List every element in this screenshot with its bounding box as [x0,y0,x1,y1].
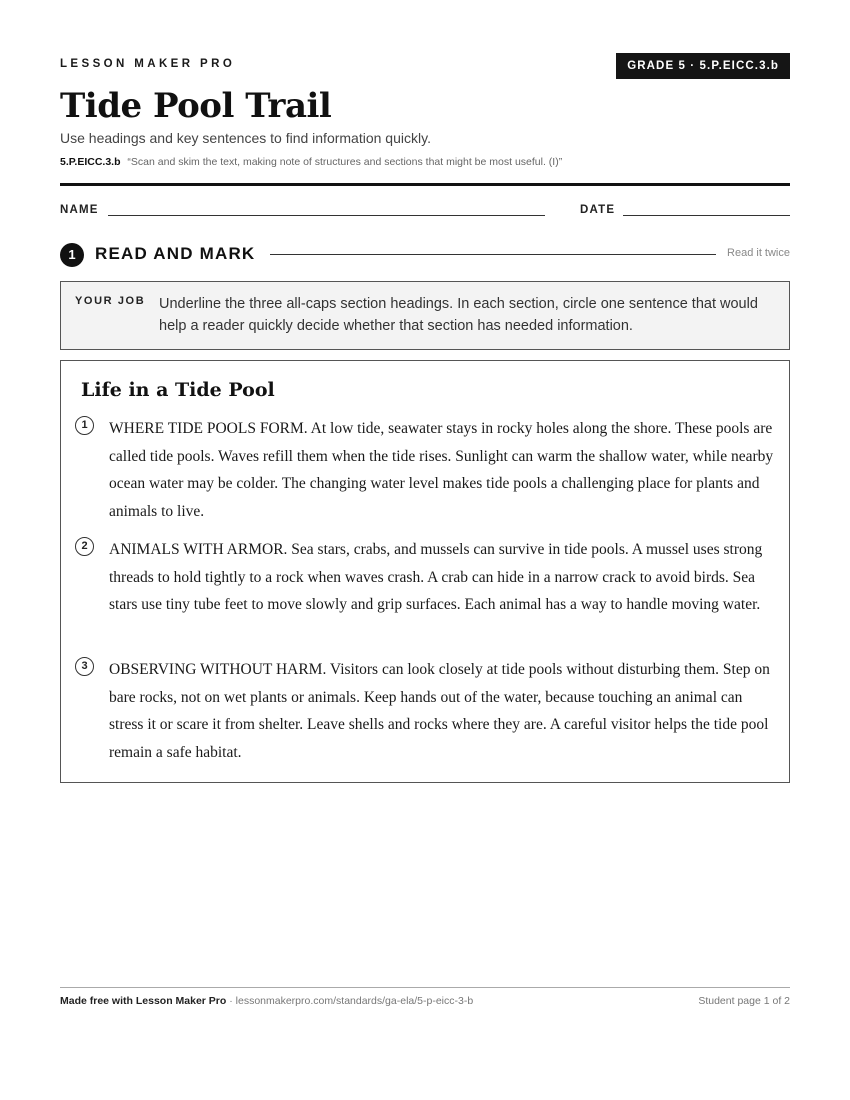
step-note: Read it twice [727,247,790,259]
date-label: DATE [580,204,616,216]
paragraph-number: 2 [75,537,94,556]
step-divider [270,254,716,255]
footer-brand: Made free with Lesson Maker Pro [60,995,227,1007]
job-text: Underline the three all-caps section headings. In each section, circle one sentence that would help a reader quickly decide whether that section has needed information. [159,296,758,334]
worksheet-page [60,0,790,1100]
footer-credit [60,995,473,1007]
footer-separator: · [226,995,236,1007]
paragraph-number: 3 [75,657,94,676]
standard-code: 5.P.EICC.3.b [60,156,121,168]
page-indicator: Student page 1 of 2 [698,995,790,1007]
paragraph-text: OBSERVING WITHOUT HARM. Visitors can look closely at tide pools without disturbing them. Step on bare rocks, not on wet plants or animals. Keep hands out of the water, because touching an animal can stress it or scare it from shelter. Leave shells and rocks where they are. A careful visitor helps the tide pool remain a safe habitat. [109,661,770,761]
standard-line [60,156,562,168]
step-title: READ AND MARK [95,244,256,263]
footer-divider [60,987,790,988]
grade-badge: GRADE 5 · 5.P.EICC.3.b [616,53,790,79]
paragraph-text: WHERE TIDE POOLS FORM. At low tide, seawater stays in rocky holes along the shore. These pools are called tide pools. Waves refill them when the tide rises. Sunlight can warm the shallow water, while nearby ocean water may be colder. The changing water level makes tide pools a challenging place for plants and animals to live. [109,420,774,520]
paragraph-text: ANIMALS WITH ARMOR. Sea stars, crabs, and mussels can survive in tide pools. A mussel uses strong threads to hold tightly to a rock when waves crash. A crab can hide in a narrow crack to avoid birds. Sea stars use tiny tube feet to move slowly and grip surfaces. Each animal has a way to handle moving water. [109,541,763,613]
job-instructions-box [60,281,790,350]
footer-url[interactable]: lessonmakerpro.com/standards/ga-ela/5-p-eicc-3-b [235,995,474,1007]
passage-title: Life in a Tide Pool [81,379,275,401]
date-field[interactable] [623,215,790,216]
standard-text: “Scan and skim the text, making note of structures and sections that might be most useful. (I)” [127,156,563,168]
brand-name: LESSON MAKER PRO [60,58,236,70]
header-divider [60,183,790,186]
paragraph-number: 1 [75,416,94,435]
page-subtitle: Use headings and key sentences to find information quickly. [60,130,431,146]
reading-passage-box [60,360,790,783]
page-title: Tide Pool Trail [60,86,332,126]
step-number-badge: 1 [60,243,84,267]
job-label: YOUR JOB [75,295,146,307]
name-label: NAME [60,204,99,216]
name-field[interactable] [108,215,545,216]
